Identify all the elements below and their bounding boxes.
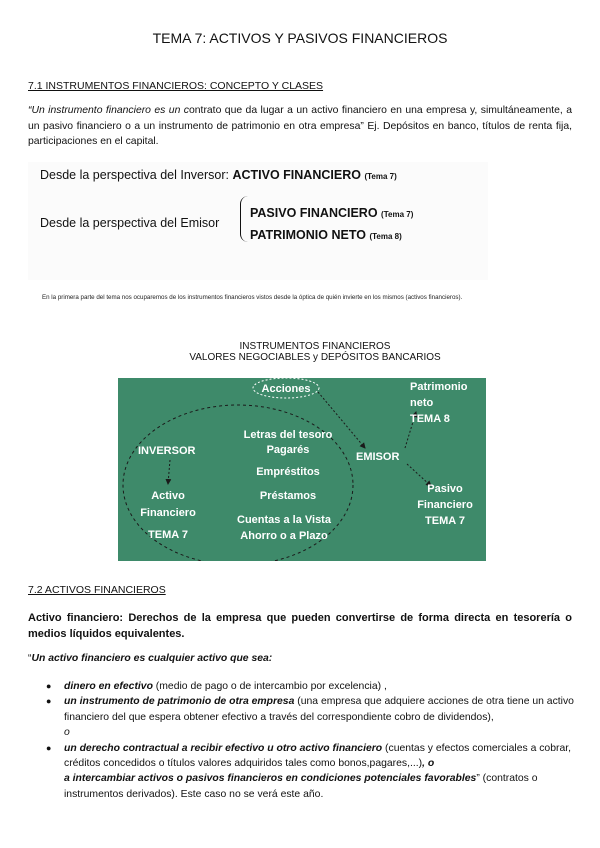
equity-ref: (Tema 8) — [369, 232, 402, 241]
investor-prefix: Desde la perspectiva del Inversor: — [40, 168, 233, 182]
liability-ref: (Tema 7) — [381, 210, 414, 219]
item-tail: o — [64, 727, 70, 739]
inversor-arrow — [168, 460, 170, 484]
quote-rest: ontrato que da lugar a un activo financiero en una empresa y, simultáneamente, a un pasivo financiero o a un instrumento de patrimonio en otra empresa” Ej. Depósitos en banco, títulos de renta fija, participaciones en el capital. — [28, 105, 572, 148]
financial-asset-definition: Activo financiero: Derechos de la empresa que pueden convertirse de forma directa en tesorería o medios líquidos equivalentes. — [28, 612, 572, 640]
center-item-6: Ahorro o a Plazo — [240, 530, 328, 542]
quote-open: “ — [28, 653, 32, 664]
section-heading-7-2: 7.2 ACTIVOS FINANCIEROS — [28, 584, 166, 596]
brace — [240, 196, 249, 242]
bullet-icon: ● — [46, 696, 52, 707]
list-item — [28, 694, 574, 740]
investor-asset: ACTIVO FINANCIERO — [232, 168, 361, 182]
liability-line — [250, 206, 413, 220]
center-item-4: Préstamos — [259, 490, 317, 502]
investor-perspective — [40, 168, 397, 182]
financial-asset-list — [28, 679, 574, 802]
financial-asset-quote — [28, 653, 272, 664]
list-item — [28, 679, 574, 694]
bullet-icon: ● — [46, 742, 52, 753]
perspective-note: En la primera parte del tema nos ocuparemos de los instrumentos financieros vistos desde la óptica de quién invierte en los mismos (activos financieros). — [42, 294, 463, 301]
item-bold: un derecho contractual a recibir efectivo u otro activo financiero — [64, 742, 383, 754]
equity-line — [250, 228, 402, 242]
center-item-5: Cuentas a la Vista — [237, 514, 331, 526]
item-text: (cuentas y efectos comerciales a cobrar, créditos concedidos o títulos valores adquiridos tales como bonos,pagares,...) — [64, 742, 572, 770]
item-bold: dinero en efectivo — [64, 681, 153, 692]
activo-label-1: Activo — [151, 490, 185, 502]
item-text: (una empresa que adquiere acciones de otra tiene un activo financiero del que espera obtener efectivo a través del correspondiente cobro de dividendos), — [64, 696, 574, 723]
patrimonio-label-3: TEMA 8 — [410, 413, 450, 425]
issuer-perspective: Desde la perspectiva del Emisor — [40, 216, 220, 230]
quote-bold: Un activo financiero es cualquier activo que sea: — [31, 653, 273, 664]
emisor-label: EMISOR — [356, 451, 400, 463]
list-item — [28, 741, 574, 803]
acciones-label: Acciones — [261, 383, 311, 395]
bullet-icon: ● — [46, 681, 52, 691]
page-title: TEMA 7: ACTIVOS Y PASIVOS FINANCIEROS — [152, 30, 448, 46]
center-item-2: Pagarés — [266, 444, 310, 456]
pasivo-label-3: TEMA 7 — [425, 515, 465, 527]
item-text: (medio de pago o de intercambio por excelencia) , — [152, 681, 387, 692]
activo-label-2: Financiero — [140, 507, 196, 519]
item-bold-2: a intercambiar activos o pasivos financieros en condiciones potenciales favorables — [64, 773, 477, 785]
instrument-definition-paragraph — [28, 103, 572, 150]
center-item-3: Empréstitos — [256, 466, 320, 478]
liability-label: PASIVO FINANCIERO — [250, 206, 378, 220]
perspective-box — [28, 162, 488, 280]
quote-italic: “Un instrumento financiero es un c — [28, 105, 189, 116]
section-heading-7-1: 7.1 INSTRUMENTOS FINANCIEROS: CONCEPTO Y CLASES — [28, 80, 324, 92]
patrimonio-label-1: Patrimonio — [410, 381, 468, 393]
item-text-2: ” (contratos o instrumentos derivados). Este caso no se verá este año. — [64, 773, 538, 800]
diagram-title — [0, 341, 600, 363]
center-item-1: Letras del tesoro — [243, 429, 333, 441]
inversor-label: INVERSOR — [138, 445, 196, 457]
item-or: , o — [422, 758, 435, 770]
equity-label: PATRIMONIO NETO — [250, 228, 366, 242]
investor-ref: (Tema 7) — [364, 172, 397, 181]
diagram-title-line2: VALORES NEGOCIABLES y DEPÓSITOS BANCARIOS — [189, 352, 441, 363]
diagram-title-line1: INSTRUMENTOS FINANCIEROS — [239, 341, 391, 352]
financial-instruments-diagram — [118, 378, 486, 561]
item-bold: un instrumento de patrimonio de otra empresa — [64, 696, 295, 708]
patrimonio-label-2: neto — [410, 397, 434, 409]
pasivo-label-1: Pasivo — [427, 483, 463, 495]
activo-label-3: TEMA 7 — [148, 529, 188, 541]
pasivo-label-2: Financiero — [417, 499, 473, 511]
